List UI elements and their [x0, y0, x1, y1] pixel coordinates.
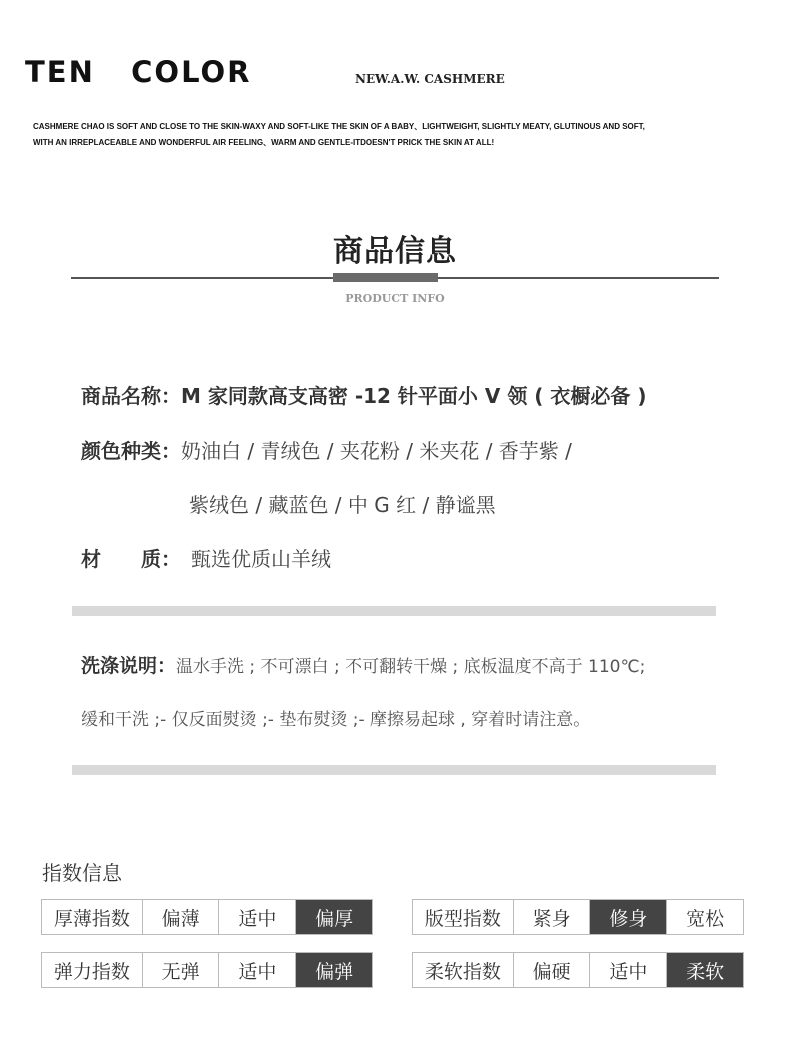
divider-bar-bottom	[72, 765, 716, 775]
index-option: 紧身	[514, 900, 591, 934]
product-name-label: 商品名称：	[81, 384, 181, 408]
index-group-softness	[412, 952, 744, 988]
divider-bar-top	[72, 606, 716, 616]
brand-logo-text: TEN COLOR	[25, 55, 252, 89]
wash-line-1: 温水手洗 ; 不可漂白 ; 不可翻转干燥 ; 底板温度不高于 110℃;	[176, 657, 646, 677]
index-option-selected: 柔软	[667, 953, 743, 987]
index-option: 适中	[219, 953, 296, 987]
index-label: 弹力指数	[42, 953, 143, 987]
index-option-selected: 修身	[590, 900, 667, 934]
index-option: 无弹	[143, 953, 220, 987]
material-value: 甄选优质山羊绒	[191, 547, 331, 571]
product-name-value: M 家同款高支高密 -12 针平面小 V 领 ( 衣橱必备 )	[181, 384, 647, 408]
index-option: 偏硬	[514, 953, 591, 987]
wash-line-2: 缓和干洗 ;- 仅反面熨烫 ;- 垫布熨烫 ;- 摩擦易起球 , 穿着时请注意。	[81, 710, 591, 730]
index-title: 指数信息	[42, 861, 122, 885]
index-group-thickness	[41, 899, 373, 935]
brand-subtitle: NEW.A.W. CASHMERE	[355, 72, 505, 86]
product-name-row	[81, 380, 647, 409]
tagline-line-1: CASHMERE CHAO IS SOFT AND CLOSE TO THE SKIN-WAXY AND SOFT-LIKE THE SKIN OF A BABY、LIGHTWEIGHT, SLIGHTLY MEATY, GLUTINOUS AND SOFT,	[33, 122, 645, 131]
index-option: 宽松	[686, 907, 725, 930]
index-label: 版型指数	[413, 900, 514, 934]
tagline-line-2: WITH AN IRREPLACEABLE AND WONDERFUL AIR FEELING、WARM AND GENTLE-ITDOESN'T PRICK THE SKIN AT ALL!	[33, 138, 495, 147]
material-row	[81, 543, 331, 572]
wash-row	[81, 651, 645, 678]
index-group-elasticity	[41, 952, 373, 988]
index-option-selected: 偏弹	[296, 953, 372, 987]
color-value-line-2: 紫绒色 / 藏蓝色 / 中 G 红 / 静谧黑	[189, 493, 496, 517]
index-group-fit	[412, 899, 744, 935]
color-label: 颜色种类：	[81, 439, 181, 463]
section-divider-accent	[333, 273, 438, 282]
index-option: 适中	[590, 953, 667, 987]
index-option-selected: 偏厚	[296, 900, 372, 934]
index-option: 适中	[219, 900, 296, 934]
wash-label: 洗涤说明：	[81, 655, 177, 677]
color-row	[81, 435, 572, 464]
index-label: 柔软指数	[413, 953, 514, 987]
index-option: 偏薄	[143, 900, 220, 934]
index-label: 厚薄指数	[42, 900, 143, 934]
section-subtitle: PRODUCT INFO	[345, 292, 445, 305]
color-value-line-1: 奶油白 / 青绒色 / 夹花粉 / 米夹花 / 香芋紫 /	[181, 439, 572, 463]
material-label: 材 质：	[81, 547, 181, 571]
section-title: 商品信息	[333, 234, 457, 269]
